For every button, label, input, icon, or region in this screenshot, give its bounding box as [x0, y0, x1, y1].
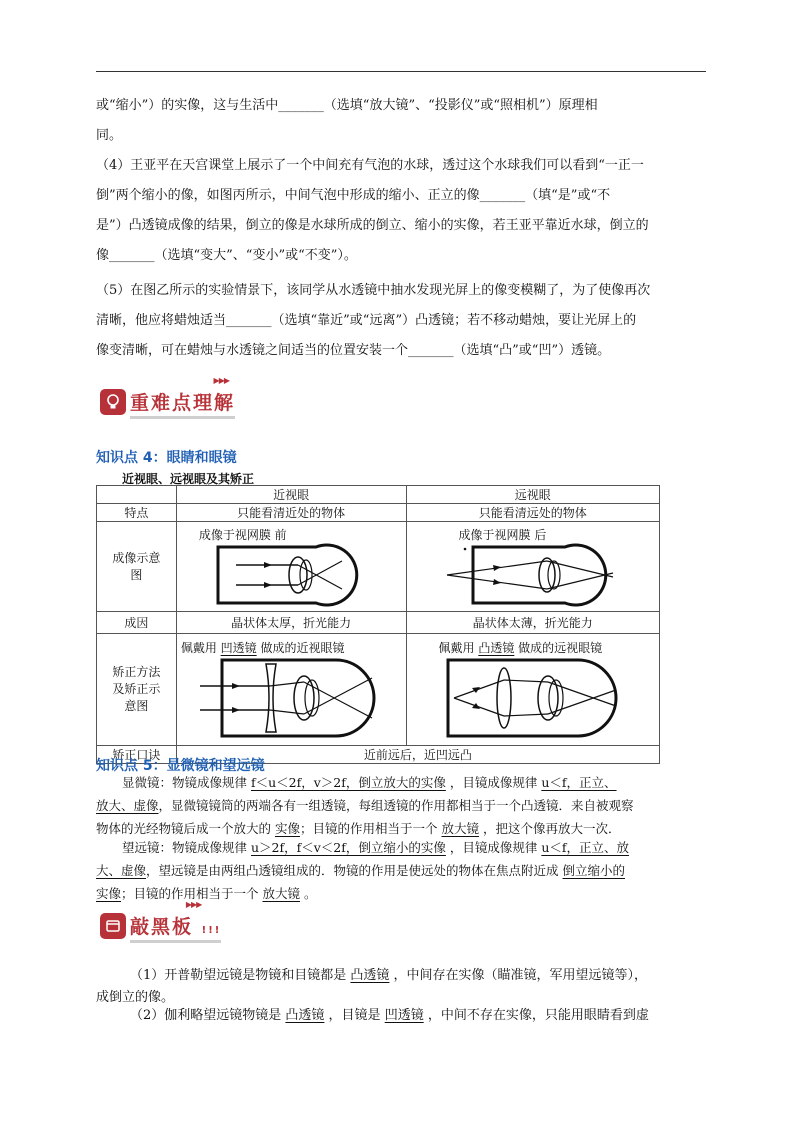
table-cell: 晶状体太薄，折光能力: [406, 612, 660, 634]
header-far: 远视眼: [406, 486, 660, 504]
text-line: 显微镜：物镜成像规律 f＜u＜2f，v＞2f，倒立放大的实像 ，目镜成像规律 u＜f，正立、: [122, 775, 617, 790]
far-sighted-diagram: [443, 543, 623, 607]
text-line: 放大、虚像，显微镜镜筒的两端各有一组透镜，每组透镜的作用都相当于一个凸透镜．来自被观察: [96, 798, 634, 813]
telescope-paragraph: [96, 836, 708, 905]
far-sight-diagram-cell: [406, 522, 660, 612]
table-cell: 只能看清远处的物体: [406, 504, 660, 522]
text-line: 物体的光经物镜后成一个放大的 实像；目镜的作用相当于一个 放大镜 ，把这个像再放大一次．: [96, 821, 621, 836]
banner-attention: [100, 900, 222, 939]
banner-title: 重难点理解 ▶▶▶: [130, 388, 235, 415]
text-line: 实像；目镜的作用相当于一个 放大镜 。: [96, 886, 317, 901]
table-cell: [97, 486, 177, 504]
near-correction-cell: [176, 634, 406, 746]
text-line: 成倒立的像。: [96, 990, 175, 1005]
question-part-4: [96, 151, 708, 271]
diagram-caption: 成像于视网膜 后: [458, 528, 547, 542]
far-correction-cell: [406, 634, 660, 746]
eye-comparison-table: [96, 485, 660, 764]
text-line: 清晰，他应将蜡烛适当_______（选填“靠近”或“远离”）凸透镜；若不移动蜡烛，要让光屏上的: [96, 313, 637, 328]
header-near: 近视眼: [176, 486, 406, 504]
concave-correction-diagram: [196, 656, 386, 740]
attention-paragraph-1: [96, 965, 708, 1009]
banner-title: 敲黑板 ▶▶▶ !!!: [130, 912, 221, 939]
text-line: 望远镜：物镜成像规律 u＞2f，f＜v＜2f，倒立缩小的实像 ，目镜成像规律 u＜f，正立、放: [122, 840, 630, 855]
text-line: （4）王亚平在天宫课堂上展示了一个中间充有气泡的水球，透过这个水球我们可以看到“一正一: [96, 158, 644, 173]
arrows-icon: ▶▶▶: [213, 376, 230, 385]
text-line: 是”）凸透镜成像的结果，倒立的像是水球所成的倒立、缩小的实像，若王亚平靠近水球，倒立的: [96, 218, 649, 233]
row-label: 特点: [97, 504, 177, 522]
row-label: 成因: [97, 612, 177, 634]
question-continuation: [96, 91, 708, 151]
attention-paragraph-2: [96, 1005, 708, 1027]
table-cell: 只能看清近处的物体: [176, 504, 406, 522]
header-rule: [96, 71, 706, 72]
table-cell: 晶状体太厚，折光能力: [176, 612, 406, 634]
near-sight-diagram-cell: [176, 522, 406, 612]
row-label: 矫正口诀: [97, 746, 177, 764]
text-line: 大、虚像，望远镜是由两组凸透镜组成的．物镜的作用是使远处的物体在焦点附近成 倒立缩小的: [96, 863, 626, 878]
text-line: （2）伽利略望远镜物镜是 凸透镜 ，目镜是 凹透镜 ，中间不存在实像，只能用眼睛看到虚: [130, 1008, 649, 1023]
row-label: 矫正方法及矫正示意图: [97, 634, 177, 746]
lightbulb-icon: [100, 389, 126, 415]
question-part-5: [96, 276, 708, 366]
board-icon: [100, 913, 126, 939]
text-line: 或“缩小”）的实像，这与生活中_______（选填“放大镜”、“投影仪”或“照相机”）原理相: [96, 98, 598, 113]
text-line: 同。: [96, 128, 123, 143]
text-line: 像_______（选填“变大”、“变小”或“不变”）。: [96, 248, 357, 263]
banner-key-points: [100, 376, 236, 415]
microscope-paragraph: [96, 771, 708, 840]
text-line: （5）在图乙所示的实验情景下，该同学从水透镜中抽水发现光屏上的像变模糊了，为了使像再次: [96, 283, 651, 298]
diagram-caption: 佩戴用 凸透镜 做成的远视眼镜: [438, 641, 603, 655]
mnemonic-cell: 近前远后，近凹远凸: [176, 746, 659, 764]
diagram-caption: 佩戴用 凹透镜 做成的近视眼镜: [180, 641, 345, 655]
section-title-k4: 知识点 4：眼睛和眼镜: [96, 450, 237, 466]
convex-correction-diagram: [438, 656, 628, 740]
table-caption: 近视眼、远视眼及其矫正: [122, 472, 255, 486]
text-line: （1）开普勒望远镜是物镜和目镜都是 凸透镜 ，中间存在实像（瞄准镜，军用望远镜等），: [130, 968, 648, 983]
arrows-icon: ▶▶▶: [185, 900, 202, 909]
row-label: 成像示意图: [97, 522, 177, 612]
section-title-k5: 知识点 5：显微镜和望远镜: [96, 758, 265, 774]
text-line: 像变清晰，可在蜡烛与水透镜之间适当的位置安装一个_______（选填“凸”或“凹”）透镜。: [96, 343, 611, 358]
text-line: 倒”两个缩小的像，如图丙所示，中间气泡中形成的缩小、正立的像_______（填“是”或“不: [96, 188, 611, 203]
near-sighted-diagram: [216, 543, 366, 607]
diagram-caption: 成像于视网膜 前: [198, 528, 287, 542]
